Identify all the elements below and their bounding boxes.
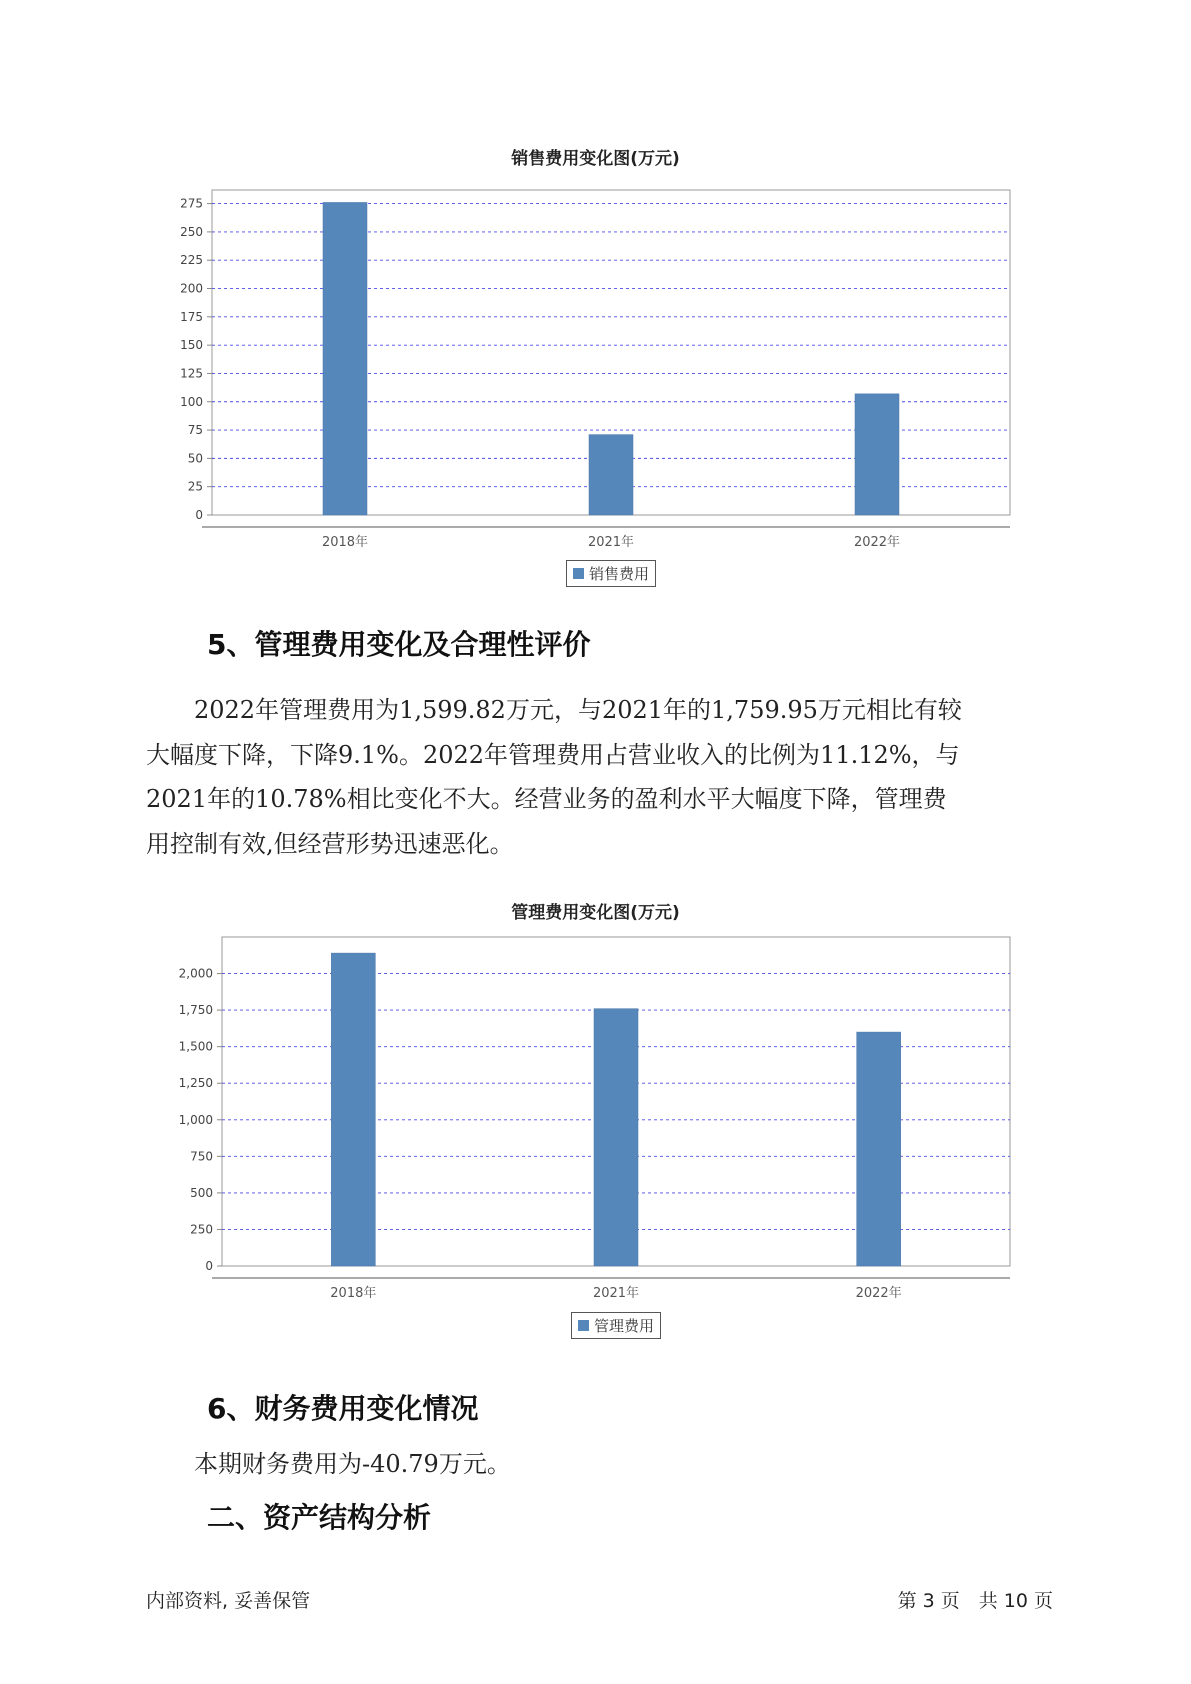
y-tick-label: 500 [190, 1185, 213, 1200]
admin-chart-title: 管理费用变化图(万元) [511, 903, 680, 923]
legend-label: 管理费用 [593, 1317, 655, 1335]
y-tick-label: 1,500 [178, 1039, 213, 1054]
y-tick-label: 250 [190, 1222, 213, 1237]
x-tick-label: 2018年 [321, 535, 369, 550]
y-tick-label: 1,000 [178, 1112, 213, 1127]
y-tick-label: 275 [180, 196, 203, 211]
y-tick-label: 200 [180, 281, 203, 296]
footer-confidential-note: 内部资料, 妥善保管 [146, 1590, 311, 1612]
x-tick-label: 2021年 [587, 535, 635, 550]
x-tick-label: 2022年 [853, 535, 901, 550]
bar-2018年 [331, 953, 375, 1266]
paragraph-line: 用控制有效,但经营形势迅速恶化。 [146, 829, 514, 858]
legend-swatch [578, 1320, 589, 1331]
section-6-heading: 6、财务费用变化情况 [207, 1392, 479, 1425]
paragraph-line: 本期财务费用为-40.79万元。 [146, 1450, 511, 1478]
x-tick-label: 2018年 [330, 1286, 377, 1301]
y-tick-label: 150 [180, 338, 203, 353]
sales-chart-title: 销售费用变化图(万元) [511, 149, 680, 169]
y-tick-label: 175 [180, 309, 203, 324]
y-tick-label: 0 [195, 508, 203, 522]
y-tick-label: 25 [187, 479, 203, 494]
y-tick-label: 0 [205, 1259, 213, 1273]
footer-page-number: 第 3 页 共 10 页 [897, 1590, 1053, 1612]
admin-chart-legend [571, 1312, 661, 1339]
section-6-paragraph [146, 1442, 1046, 1487]
y-tick-label: 1,250 [178, 1076, 213, 1091]
y-tick-label: 100 [180, 394, 203, 409]
y-tick-label: 750 [190, 1149, 213, 1164]
bar-2021年 [594, 1009, 638, 1266]
section-5-heading: 5、管理费用变化及合理性评价 [207, 628, 591, 661]
y-tick-label: 225 [180, 253, 203, 268]
y-tick-label: 2,000 [178, 966, 213, 981]
y-tick-label: 75 [187, 423, 203, 438]
bar-2022年 [857, 1032, 901, 1266]
x-tick-label: 2022年 [855, 1286, 902, 1301]
paragraph-line: 大幅度下降，下降9.1%。2022年管理费用占营业收入的比例为11.12%，与 [146, 740, 960, 769]
y-tick-label: 125 [180, 366, 203, 381]
paragraph-line: 2022年管理费用为1,599.82万元，与2021年的1,759.95万元相比有较 [146, 696, 962, 724]
y-tick-label: 1,750 [178, 1003, 213, 1018]
section-two-heading: 二、资产结构分析 [207, 1501, 432, 1534]
paragraph-line: 2021年的10.78%相比变化不大。经营业务的盈利水平大幅度下降，管理费 [146, 785, 947, 813]
y-tick-label: 50 [187, 451, 203, 466]
x-tick-label: 2021年 [592, 1286, 640, 1301]
y-tick-label: 250 [180, 224, 203, 239]
legend-label: 销售费用 [588, 565, 650, 583]
